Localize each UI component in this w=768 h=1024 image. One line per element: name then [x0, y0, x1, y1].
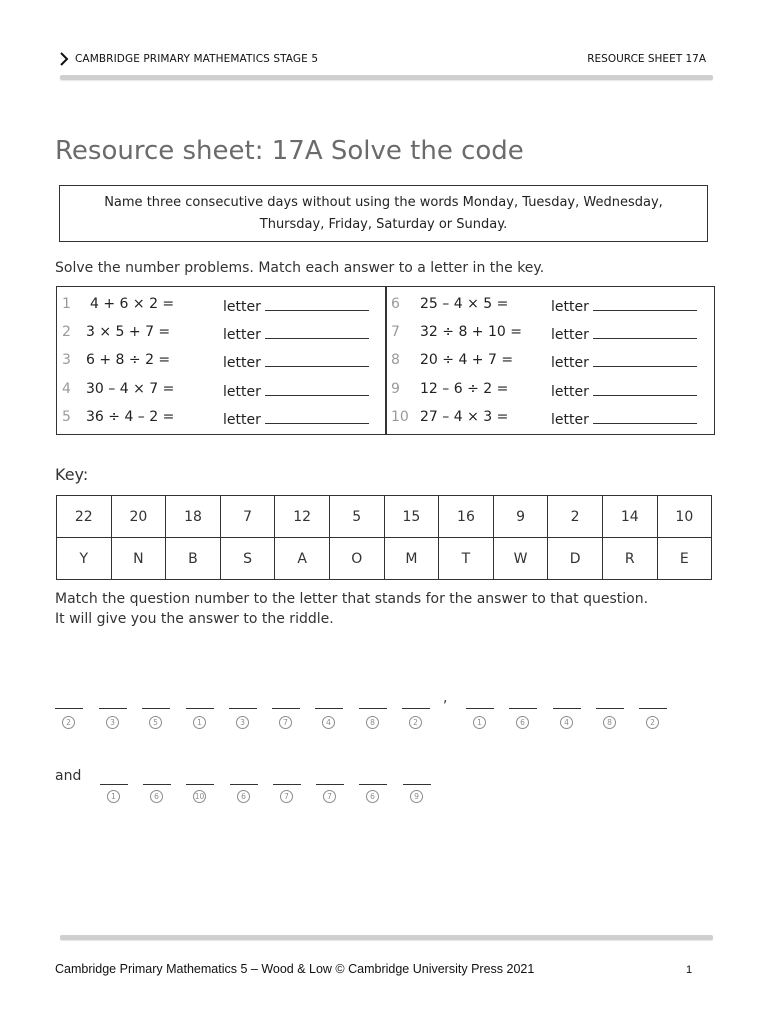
- question-number-circle: 6: [150, 790, 163, 803]
- footer-rule: [60, 935, 713, 940]
- question-number-circle: 6: [366, 790, 379, 803]
- key-letter-cell: E: [657, 538, 712, 580]
- answer-blank[interactable]: [265, 324, 369, 339]
- question-number-circle: 4: [322, 716, 335, 729]
- key-number-row: [57, 496, 712, 538]
- problem-number: 10: [391, 409, 409, 425]
- question-number-circle: 2: [409, 716, 422, 729]
- footer-copyright: Cambridge Primary Mathematics 5 – Wood & Low © Cambridge University Press 2021: [55, 962, 535, 976]
- answer-blank[interactable]: [593, 352, 697, 367]
- answer-letter-slot[interactable]: [639, 708, 667, 709]
- answer-blank[interactable]: [265, 352, 369, 367]
- page-number: 1: [686, 964, 693, 976]
- letter-label: letter: [551, 355, 589, 371]
- key-letter-cell: A: [275, 538, 330, 580]
- problems-table-divider: [385, 286, 387, 435]
- letter-label: letter: [551, 412, 589, 428]
- key-number-cell: 16: [439, 496, 494, 538]
- letter-answer-field[interactable]: [223, 324, 369, 343]
- question-number-circle: 9: [410, 790, 423, 803]
- instruction-text: Solve the number problems. Match each answer to a letter in the key.: [55, 260, 545, 276]
- letter-label: letter: [223, 355, 261, 371]
- answer-letter-slot[interactable]: [100, 784, 128, 785]
- key-letter-cell: M: [384, 538, 439, 580]
- problem-row: [391, 352, 711, 372]
- answer-letter-slot[interactable]: [509, 708, 537, 709]
- problem-row: [391, 324, 711, 344]
- letter-answer-field[interactable]: [223, 381, 369, 400]
- key-number-cell: 10: [657, 496, 712, 538]
- key-number-cell: 7: [220, 496, 275, 538]
- key-number-cell: 14: [602, 496, 657, 538]
- question-number-circle: 5: [149, 716, 162, 729]
- problem-expression: 3 × 5 + 7 =: [86, 324, 171, 340]
- header-series-title: CAMBRIDGE PRIMARY MATHEMATICS STAGE 5: [75, 53, 319, 65]
- key-letter-cell: R: [602, 538, 657, 580]
- key-number-cell: 20: [111, 496, 166, 538]
- question-number-circle: 3: [236, 716, 249, 729]
- answer-blank[interactable]: [593, 296, 697, 311]
- answer-letter-slot[interactable]: [402, 708, 430, 709]
- letter-answer-field[interactable]: [551, 352, 697, 371]
- problem-expression: 12 – 6 ÷ 2 =: [420, 381, 509, 397]
- answer-letter-slot[interactable]: [142, 708, 170, 709]
- answer-letter-slot[interactable]: [272, 708, 300, 709]
- key-table: [56, 495, 712, 580]
- key-number-cell: 15: [384, 496, 439, 538]
- problem-row: [62, 324, 382, 344]
- question-number-circle: 6: [516, 716, 529, 729]
- question-number-circle: 2: [646, 716, 659, 729]
- match-instructions: [55, 589, 648, 629]
- key-letter-cell: S: [220, 538, 275, 580]
- key-letter-cell: O: [329, 538, 384, 580]
- problem-row: [391, 381, 711, 401]
- problem-number: 7: [391, 324, 400, 340]
- key-number-cell: 2: [548, 496, 603, 538]
- key-letter-cell: D: [548, 538, 603, 580]
- match-line-1: Match the question number to the letter that stands for the answer to that question.: [55, 591, 649, 607]
- answer-letter-slot[interactable]: [596, 708, 624, 709]
- problem-expression: 6 + 8 ÷ 2 =: [86, 352, 171, 368]
- letter-answer-field[interactable]: [551, 381, 697, 400]
- key-number-cell: 12: [275, 496, 330, 538]
- answer-blank[interactable]: [593, 381, 697, 396]
- answer-and-label: and: [55, 768, 82, 784]
- problem-row: [62, 296, 382, 316]
- problem-expression: 27 – 4 × 3 =: [420, 409, 509, 425]
- answer-letter-slot[interactable]: [186, 708, 214, 709]
- problem-row: [391, 296, 711, 316]
- key-number-cell: 9: [493, 496, 548, 538]
- answer-letter-slot[interactable]: [359, 784, 387, 785]
- problem-expression: 20 ÷ 4 + 7 =: [420, 352, 514, 368]
- letter-label: letter: [551, 299, 589, 315]
- header-rule: [60, 75, 713, 80]
- letter-answer-field[interactable]: [223, 352, 369, 371]
- riddle-line-2: Thursday, Friday, Saturday or Sunday.: [259, 217, 508, 232]
- problem-expression: 4 + 6 × 2 =: [90, 296, 175, 312]
- answer-blank[interactable]: [265, 381, 369, 396]
- letter-label: letter: [551, 384, 589, 400]
- problem-number: 4: [62, 381, 71, 397]
- answer-letter-slot[interactable]: [466, 708, 494, 709]
- question-number-circle: 7: [323, 790, 336, 803]
- answer-letter-slot[interactable]: [143, 784, 171, 785]
- question-number-circle: 1: [473, 716, 486, 729]
- problem-number: 9: [391, 381, 400, 397]
- problem-row: [62, 409, 382, 429]
- key-letter-cell: N: [111, 538, 166, 580]
- letter-label: letter: [223, 299, 261, 315]
- answer-letter-slot[interactable]: [55, 708, 83, 709]
- answer-letter-slot[interactable]: [99, 708, 127, 709]
- problem-expression: 36 ÷ 4 – 2 =: [86, 409, 175, 425]
- letter-label: letter: [223, 327, 261, 343]
- question-number-circle: 3: [106, 716, 119, 729]
- key-number-cell: 22: [57, 496, 112, 538]
- riddle-box: [59, 185, 708, 242]
- page-title: Resource sheet: 17A Solve the code: [55, 136, 524, 166]
- question-number-circle: 1: [193, 716, 206, 729]
- key-letter-row: [57, 538, 712, 580]
- problem-row: [62, 352, 382, 372]
- key-letter-cell: B: [166, 538, 221, 580]
- answer-letter-slot[interactable]: [403, 784, 431, 785]
- problem-expression: 25 – 4 × 5 =: [420, 296, 509, 312]
- question-number-circle: 8: [603, 716, 616, 729]
- answer-blank[interactable]: [593, 409, 697, 424]
- answer-blank[interactable]: [265, 296, 369, 311]
- key-letter-cell: W: [493, 538, 548, 580]
- key-number-cell: 18: [166, 496, 221, 538]
- answer-letter-slot[interactable]: [359, 708, 387, 709]
- problem-number: 3: [62, 352, 71, 368]
- key-label: Key:: [55, 465, 89, 484]
- header-sheet-label: RESOURCE SHEET 17A: [587, 53, 706, 65]
- answer-letter-slot[interactable]: [315, 708, 343, 709]
- letter-answer-field[interactable]: [551, 296, 697, 315]
- problem-expression: 30 – 4 × 7 =: [86, 381, 175, 397]
- letter-answer-field[interactable]: [223, 409, 369, 428]
- question-number-circle: 10: [194, 792, 205, 801]
- question-number-circle: 7: [280, 790, 293, 803]
- letter-answer-field[interactable]: [551, 409, 697, 428]
- letter-label: letter: [223, 412, 261, 428]
- letter-label: letter: [551, 327, 589, 343]
- problem-number: 2: [62, 324, 71, 340]
- letter-answer-field[interactable]: [223, 296, 369, 315]
- problem-row: [391, 409, 711, 429]
- problem-row: [62, 381, 382, 401]
- question-number-circle: 6: [237, 790, 250, 803]
- answer-letter-slot[interactable]: [230, 784, 258, 785]
- key-letter-cell: Y: [57, 538, 112, 580]
- letter-answer-field[interactable]: [551, 324, 697, 343]
- question-number-circle: 7: [279, 716, 292, 729]
- problem-expression: 32 ÷ 8 + 10 =: [420, 324, 522, 340]
- riddle-line-1: Name three consecutive days without using the words Monday, Tuesday, Wednesday,: [104, 195, 663, 210]
- answer-blank[interactable]: [593, 324, 697, 339]
- question-number-circle: 8: [366, 716, 379, 729]
- answer-letter-slot[interactable]: [553, 708, 581, 709]
- question-number-circle: 2: [62, 716, 75, 729]
- chevron-right-icon: [58, 50, 70, 68]
- answer-letter-slot[interactable]: [273, 784, 301, 785]
- answer-comma: ,: [443, 690, 448, 706]
- match-line-2: It will give you the answer to the riddle.: [55, 611, 334, 627]
- answer-letter-slot[interactable]: [229, 708, 257, 709]
- letter-label: letter: [223, 384, 261, 400]
- answer-letter-slot[interactable]: [186, 784, 214, 785]
- problem-number: 6: [391, 296, 400, 312]
- problem-number: 5: [62, 409, 71, 425]
- key-letter-cell: T: [439, 538, 494, 580]
- question-number-circle: 4: [560, 716, 573, 729]
- question-number-circle: 1: [107, 790, 120, 803]
- problem-number: 1: [62, 296, 71, 312]
- problem-number: 8: [391, 352, 400, 368]
- answer-blank[interactable]: [265, 409, 369, 424]
- key-number-cell: 5: [329, 496, 384, 538]
- answer-letter-slot[interactable]: [316, 784, 344, 785]
